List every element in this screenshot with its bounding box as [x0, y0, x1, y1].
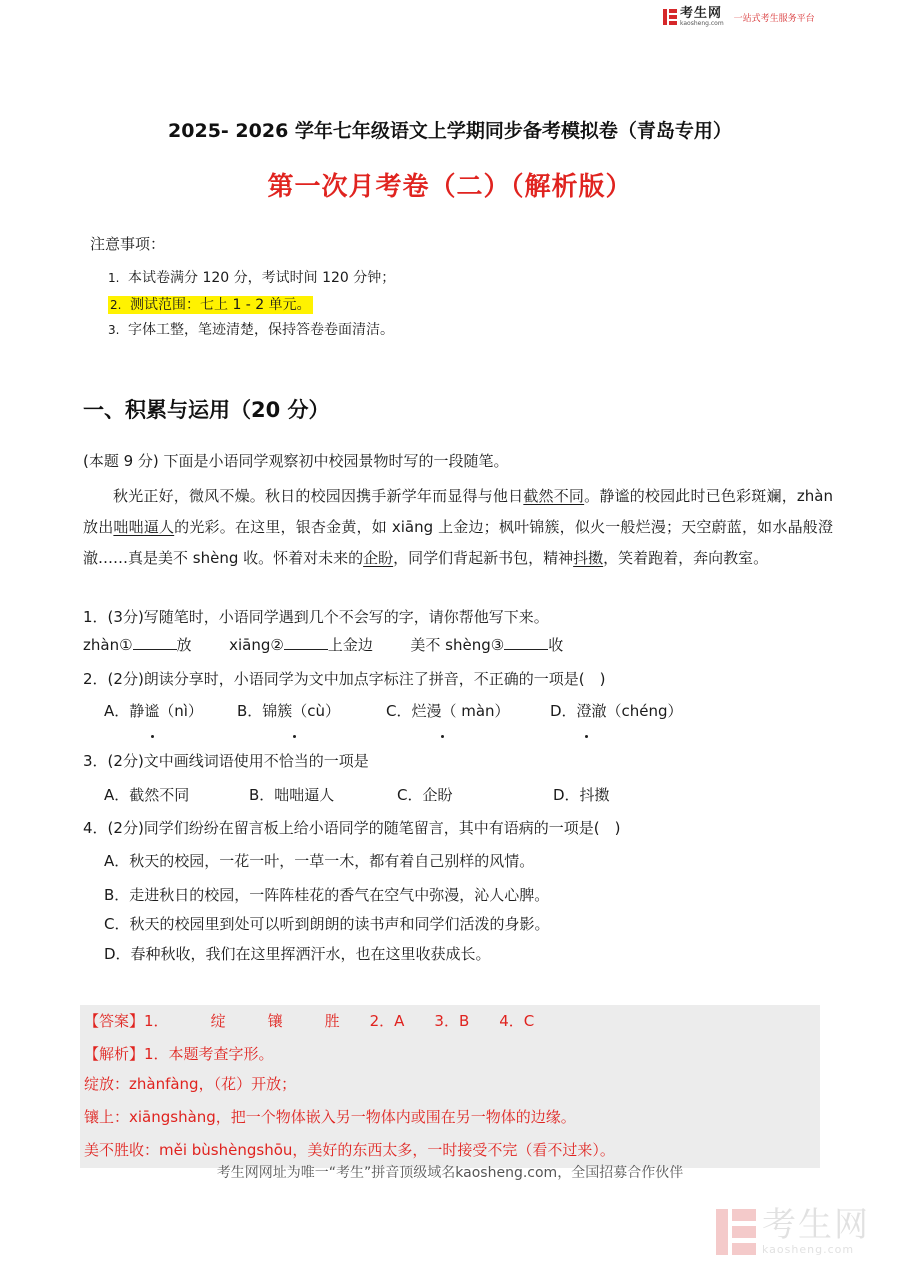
question-1-blanks: zhàn① 放 xiāng② 上金边 美不 shèng③ 收	[83, 636, 564, 654]
question-3-option-d[interactable]: D．抖擞	[553, 786, 610, 804]
question-2-stem: 2．(2分)朗读分享时，小语同学为文中加点字标注了拼音，不正确的一项是( )	[83, 670, 606, 688]
reading-passage: 秋光正好，微风不燥。秋日的校园因携手新学年而显得与他日截然不同。静谧的校园此时已色彩斑斓，zhàn 放出咄咄逼人的光彩。在这里，银杏金黄，如 xiāng 上金边；枫叶锦簇，似火一般烂漫；天空蔚蓝，如水晶般澄澈……真是美不 shèng 收。怀着对未来的企盼，同学们背起新书包，精神抖擞，笑着跑着，奔向教室。	[83, 487, 833, 567]
analysis-line-1: 【解析】1．本题考查字形。	[84, 1045, 274, 1063]
watermark-logo	[716, 1205, 870, 1256]
question-3-option-c[interactable]: C．企盼	[397, 786, 453, 804]
question-4-stem: 4．(2分)同学们纷纷在留言板上给小语同学的随笔留言，其中有语病的一项是( )	[83, 819, 621, 837]
underlined-word: 抖擞	[573, 549, 604, 567]
notice-item: 1. 本试卷满分 120 分，考试时间 120 分钟；	[108, 270, 396, 286]
notice-item: 3. 字体工整，笔迹清楚，保持答卷卷面清洁。	[108, 322, 394, 338]
question-2-option-d[interactable]: D．澄澈（chéng）	[550, 702, 683, 720]
notice-item-highlighted: 2. 测试范围：七上 1 - 2 单元。	[110, 297, 311, 313]
answer-blank[interactable]	[284, 637, 328, 650]
question-4-option-a[interactable]: A．秋天的校园，一花一叶，一草一木，都有着自己别样的风情。	[104, 852, 535, 870]
emphasis-dot	[293, 735, 296, 738]
analysis-line-3: 镶上：xiāngshàng，把一个物体嵌入另一物体内或围在另一物体的边缘。	[84, 1108, 576, 1126]
analysis-label: 【解析】	[84, 1045, 145, 1063]
watermark-mark-icon	[716, 1209, 756, 1255]
question-3-option-b[interactable]: B．咄咄逼人	[249, 786, 335, 804]
emphasis-dot	[151, 735, 154, 738]
question-3-option-a[interactable]: A．截然不同	[104, 786, 190, 804]
answer-blank[interactable]	[133, 637, 177, 650]
notice-title: 注意事项：	[90, 235, 166, 253]
logo-mark-icon	[663, 9, 677, 25]
underlined-word: 企盼	[363, 549, 394, 567]
logo-name: 考生网	[680, 6, 723, 21]
question-3-stem: 3．(2分)文中画线词语使用不恰当的一项是	[83, 752, 369, 770]
document-title: 2025- 2026 学年七年级语文上学期同步备考模拟卷（青岛专用）	[168, 120, 732, 142]
question-intro: (本题 9 分) 下面是小语同学观察初中校园景物时写的一段随笔。	[83, 452, 509, 470]
watermark-domain: kaosheng.com	[762, 1243, 855, 1256]
analysis-line-4: 美不胜收：měi bùshèngshōu，美好的东西太多，一时接受不完（看不过来）。	[84, 1141, 615, 1159]
question-4-option-d[interactable]: D．春种秋收，我们在这里挥洒汗水，也在这里收获成长。	[104, 945, 491, 963]
question-2-option-a[interactable]: A．静谧（nì）	[104, 702, 203, 720]
emphasis-dot	[441, 735, 444, 738]
answer-line: 【答案】1． 绽 镶 胜 2．A 3．B 4．C	[84, 1012, 535, 1030]
underlined-word: 咄咄逼人	[113, 518, 175, 536]
logo-domain: kaosheng.com	[680, 20, 724, 27]
question-2-option-b[interactable]: B．锦簇（cù）	[237, 702, 341, 720]
answer-label: 【答案】	[84, 1012, 145, 1030]
question-4-option-b[interactable]: B．走进秋日的校园，一阵阵桂花的香气在空气中弥漫，沁人心脾。	[104, 886, 550, 904]
emphasis-dot	[585, 735, 588, 738]
watermark-name: 考生网	[762, 1205, 870, 1245]
question-2-option-c[interactable]: C．烂漫（ màn）	[386, 702, 510, 720]
question-1-stem: 1．(3分)写随笔时，小语同学遇到几个不会写的字，请你帮他写下来。	[83, 608, 549, 626]
header-logo	[663, 6, 815, 28]
document-subtitle: 第一次月考卷（二）（解析版）	[267, 172, 633, 202]
answer-blank[interactable]	[504, 637, 548, 650]
analysis-line-2: 绽放：zhànfàng，（花）开放；	[84, 1075, 297, 1093]
underlined-word: 截然不同	[523, 487, 585, 505]
question-4-option-c[interactable]: C．秋天的校园里到处可以听到朗朗的读书声和同学们活泼的身影。	[104, 915, 550, 933]
logo-slogan: 一站式考生服务平台	[733, 13, 815, 24]
section-title: 一、积累与运用（20 分）	[83, 398, 330, 422]
footer-text: 考生网网址为唯一“考生”拼音顶级域名kaosheng.com，全国招募合作伙伴	[216, 1165, 684, 1181]
